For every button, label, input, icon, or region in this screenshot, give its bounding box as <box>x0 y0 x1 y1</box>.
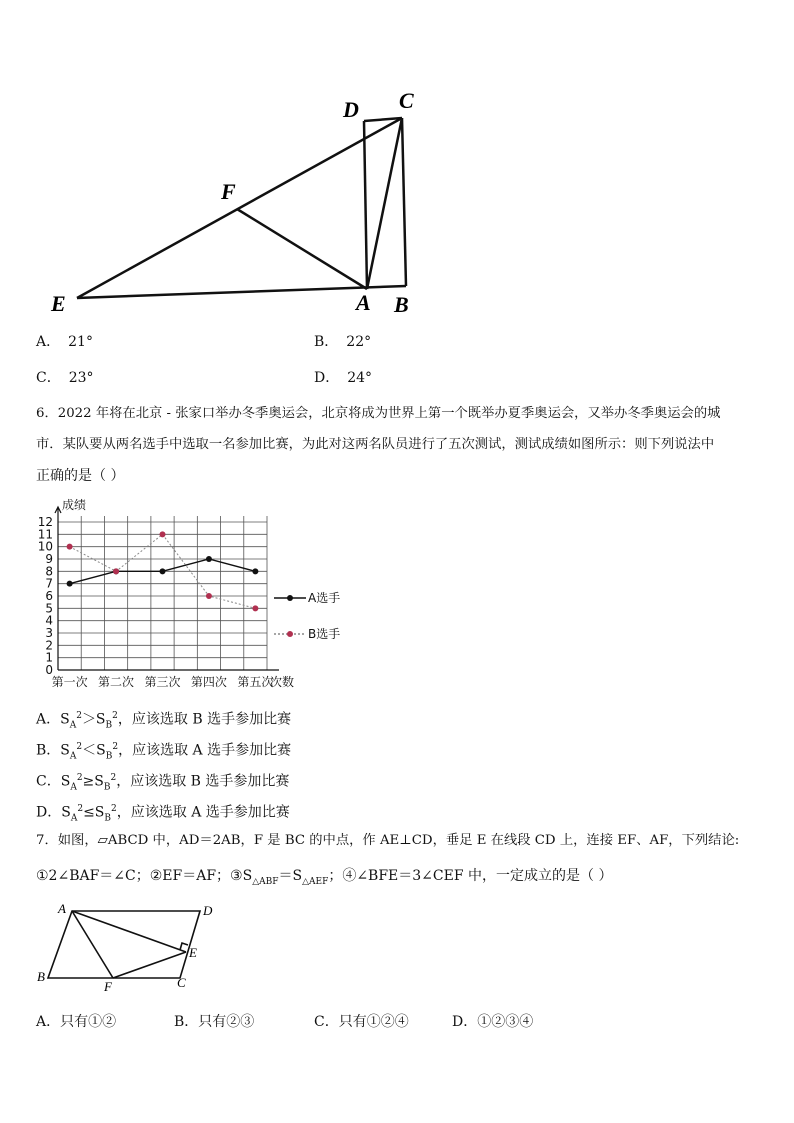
option-key: A． <box>36 1014 61 1030</box>
x-tick-label: 第二次 <box>98 675 135 689</box>
option-key: C． <box>314 1014 339 1030</box>
option-rel: ＞S <box>81 711 106 728</box>
option-rest: ，应该选取 A 选手参加比赛 <box>116 804 290 821</box>
x-tick-label: 第一次 <box>51 675 88 689</box>
q5-option-c[interactable] <box>36 368 94 388</box>
q7-option-c[interactable] <box>314 1012 409 1032</box>
q7-option-b[interactable] <box>174 1012 254 1032</box>
data-point <box>67 544 73 550</box>
q5-label-b: B <box>394 292 409 317</box>
q7-parallelogram-figure <box>30 898 230 993</box>
q5-label-e: E <box>51 291 66 316</box>
q6-stem-line3: 正确的是（ ） <box>36 468 125 484</box>
legend-marker <box>287 631 293 637</box>
q7-area-sub: △ABF <box>252 876 279 887</box>
q6-option-d[interactable] <box>36 799 290 828</box>
q6-stem-line1: 6．2022 年将在北京 - 张家口举办冬季奥运会，北京将成为世界上第一个既举办夏季奥运会，又举办冬季奥运会的城 <box>36 406 721 421</box>
q6-line-chart <box>33 497 353 694</box>
y-tick-label: 10 <box>37 539 53 554</box>
q6-option-b[interactable] <box>36 737 291 766</box>
option-key: D． <box>452 1014 478 1030</box>
y-tick-label: 0 <box>45 663 53 677</box>
data-point <box>113 568 119 574</box>
option-sup: 2 <box>111 804 117 814</box>
data-point <box>252 568 258 574</box>
option-key: A． <box>36 334 61 350</box>
option-prefix: B．S <box>36 742 70 759</box>
y-tick-label: 11 <box>37 527 53 542</box>
data-point <box>67 581 73 587</box>
q7-label-d: D <box>203 903 213 918</box>
y-axis-title: 成绩 <box>62 498 87 512</box>
option-sub: B <box>105 751 113 762</box>
q7-stem-line1: 7．如图，▱ABCD 中，AD＝2AB，F 是 BC 的中点，作 AE⊥CD，垂足 E 在线段 CD 上，连接 EF、AF，下列结论: <box>36 833 740 848</box>
option-prefix: C．S <box>36 773 71 790</box>
y-tick-label: 12 <box>37 515 53 529</box>
option-sup: 2 <box>112 742 119 752</box>
q7-label-a: A <box>58 901 66 916</box>
option-rest: ，应该选取 A 选手参加比赛 <box>118 742 292 759</box>
chart-labels <box>38 497 294 689</box>
q6-option-a[interactable] <box>36 706 291 735</box>
q7-area-sub: △AEF <box>302 876 329 887</box>
option-value: ①②③④ <box>477 1014 534 1030</box>
option-sub: A <box>69 720 77 731</box>
data-point <box>160 568 166 574</box>
q5-option-b[interactable] <box>314 332 371 352</box>
legend-marker <box>287 595 293 601</box>
q6-stem-line2: 市．某队要从两名选手中选取一名参加比赛，为此对这两名队员进行了五次测试，测试成绩如图所示：则下列说法中 <box>36 437 715 452</box>
data-point <box>160 531 166 537</box>
x-tick-label: 第四次 <box>190 675 227 689</box>
q5-label-a: A <box>356 290 371 315</box>
option-sub: B <box>103 782 111 793</box>
option-value: 24° <box>347 370 373 386</box>
y-tick-label: 7 <box>45 576 53 591</box>
q7-label-c: C <box>177 975 186 990</box>
option-sup: 2 <box>76 742 83 752</box>
option-rel: ≥S <box>82 773 104 790</box>
q7-option-a[interactable] <box>36 1012 116 1032</box>
q5-option-d[interactable] <box>314 368 372 388</box>
q7-option-d[interactable] <box>452 1012 533 1032</box>
option-sub: B <box>105 720 113 731</box>
x-axis-title: 次数 <box>270 675 295 689</box>
option-prefix: D．S <box>36 804 71 821</box>
y-tick-label: 4 <box>45 613 53 628</box>
option-value: 只有②③ <box>198 1014 255 1030</box>
q6-option-c[interactable] <box>36 768 289 797</box>
option-sup: 2 <box>76 711 82 721</box>
option-sub: A <box>69 751 77 762</box>
q7-stem-part: ①2∠BAF＝∠C；②EF＝AF；③S <box>36 868 253 884</box>
q5-figure <box>40 85 440 320</box>
option-sub: A <box>70 813 78 824</box>
q7-label-e: E <box>189 945 197 960</box>
option-sup: 2 <box>77 804 84 814</box>
option-value: 22° <box>346 334 372 350</box>
x-tick-label: 第五次 <box>237 675 274 689</box>
q5-label-d: D <box>343 97 359 122</box>
option-sub: A <box>70 782 77 793</box>
option-sup: 2 <box>76 773 83 783</box>
option-rest: ，应该选取 B 选手参加比赛 <box>117 711 292 728</box>
data-point <box>206 593 212 599</box>
option-value: 只有①②④ <box>338 1014 409 1030</box>
option-sup: 2 <box>110 773 117 783</box>
y-tick-label: 5 <box>45 601 53 616</box>
q5-option-a[interactable] <box>36 332 93 352</box>
option-key: B． <box>314 334 339 350</box>
y-tick-label: 9 <box>45 552 53 566</box>
option-sub: B <box>104 813 112 824</box>
option-sup: 2 <box>112 711 118 721</box>
chart-grid <box>58 516 267 670</box>
option-rel: ≤S <box>83 804 105 821</box>
option-rel: ＜S <box>82 742 106 759</box>
option-value: 23° <box>68 370 94 386</box>
y-tick-label: 2 <box>45 638 53 653</box>
y-tick-label: 8 <box>45 564 53 579</box>
y-tick-label: 1 <box>45 650 53 665</box>
q7-label-f: F <box>104 979 112 993</box>
legend-label: A选手 <box>308 591 341 605</box>
option-value: 21° <box>68 334 93 350</box>
option-key: D． <box>314 370 340 386</box>
q5-label-c: C <box>399 88 414 113</box>
option-key: B． <box>174 1014 199 1030</box>
data-point <box>206 556 212 562</box>
x-tick-label: 第三次 <box>144 675 181 689</box>
q7-stem-part: ＝S <box>278 868 303 884</box>
q7-label-b: B <box>37 969 45 984</box>
q7-stem-line2 <box>36 866 612 892</box>
option-value: 只有①② <box>60 1014 117 1030</box>
legend-label: B选手 <box>308 627 341 641</box>
q5-label-f: F <box>221 179 236 204</box>
chart-legend <box>274 590 340 641</box>
option-prefix: A．S <box>36 711 70 728</box>
y-tick-label: 3 <box>45 626 53 640</box>
option-key: C． <box>36 370 61 386</box>
y-tick-label: 6 <box>45 589 53 603</box>
option-rest: ，应该选取 B 选手参加比赛 <box>116 773 290 790</box>
data-point <box>252 605 258 611</box>
q7-stem-part: ；④∠BFE＝3∠CEF 中，一定成立的是（ ） <box>328 868 613 884</box>
